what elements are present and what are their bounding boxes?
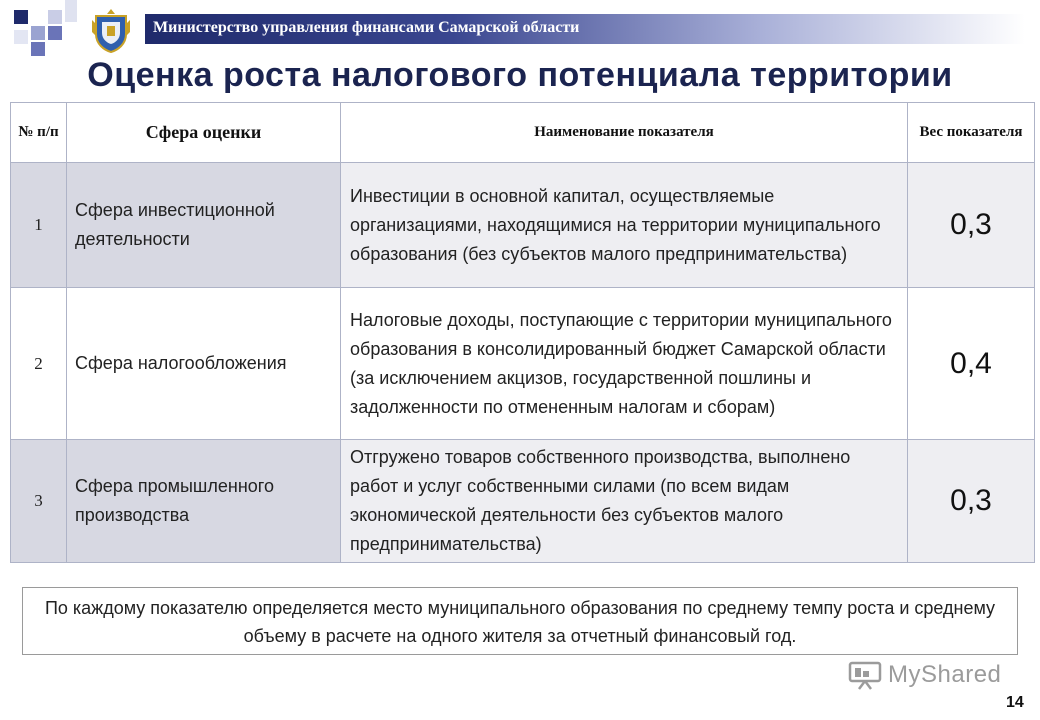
row-sphere: Сфера налогообложения xyxy=(67,288,341,440)
watermark[interactable] xyxy=(848,657,1001,693)
ministry-name: Министерство управления финансами Самарской области xyxy=(153,19,580,36)
table-row xyxy=(11,288,1035,440)
page-number: 14 xyxy=(1006,694,1024,711)
table-row xyxy=(11,163,1035,288)
decor-square xyxy=(14,30,28,44)
decor-square xyxy=(31,26,45,40)
row-number: 1 xyxy=(11,163,67,288)
decor-square xyxy=(31,42,45,56)
decor-square xyxy=(14,10,28,24)
decor-square xyxy=(65,0,77,22)
methodology-note: По каждому показателю определяется место муниципального образования по среднему темпу роста и среднему объему в расчете на одного жителя за отчетный финансовый год. xyxy=(22,587,1018,655)
presentation-icon xyxy=(848,660,882,690)
row-indicator: Налоговые доходы, поступающие с территории муниципального образования в консолидированный бюджет Самарской области (за исключением акцизов, государственной пошлины и задолженности по отмененным налогам и сборам) xyxy=(341,288,908,440)
row-indicator: Инвестиции в основной капитал, осуществляемые организациями, находящимися на территории муниципального образования (без субъектов малого предпринимательства) xyxy=(341,163,908,288)
header-indicator: Наименование показателя xyxy=(341,103,908,163)
table-row xyxy=(11,440,1035,563)
page-title: Оценка роста налогового потенциала территории xyxy=(87,56,953,94)
table-header-row xyxy=(11,103,1035,163)
decor-square xyxy=(48,10,62,24)
header-num: № п/п xyxy=(11,103,67,163)
coat-of-arms-icon xyxy=(88,6,134,54)
indicator-table xyxy=(10,102,1035,563)
ministry-banner xyxy=(145,14,1025,44)
decor-square xyxy=(48,26,62,40)
row-weight: 0,3 xyxy=(908,440,1035,563)
row-sphere: Сфера инвестиционной деятельности xyxy=(67,163,341,288)
row-number: 2 xyxy=(11,288,67,440)
row-weight: 0,3 xyxy=(908,163,1035,288)
watermark-text: MyShared xyxy=(888,661,1002,688)
row-sphere: Сфера промышленного производства xyxy=(67,440,341,563)
row-weight: 0,4 xyxy=(908,288,1035,440)
row-number: 3 xyxy=(11,440,67,563)
header-sphere: Сфера оценки xyxy=(67,103,341,163)
row-indicator: Отгружено товаров собственного производства, выполнено работ и услуг собственными силами (по всем видам экономической деятельности без субъектов малого предпринимательства) xyxy=(341,440,908,563)
header-weight: Вес показателя xyxy=(908,103,1035,163)
